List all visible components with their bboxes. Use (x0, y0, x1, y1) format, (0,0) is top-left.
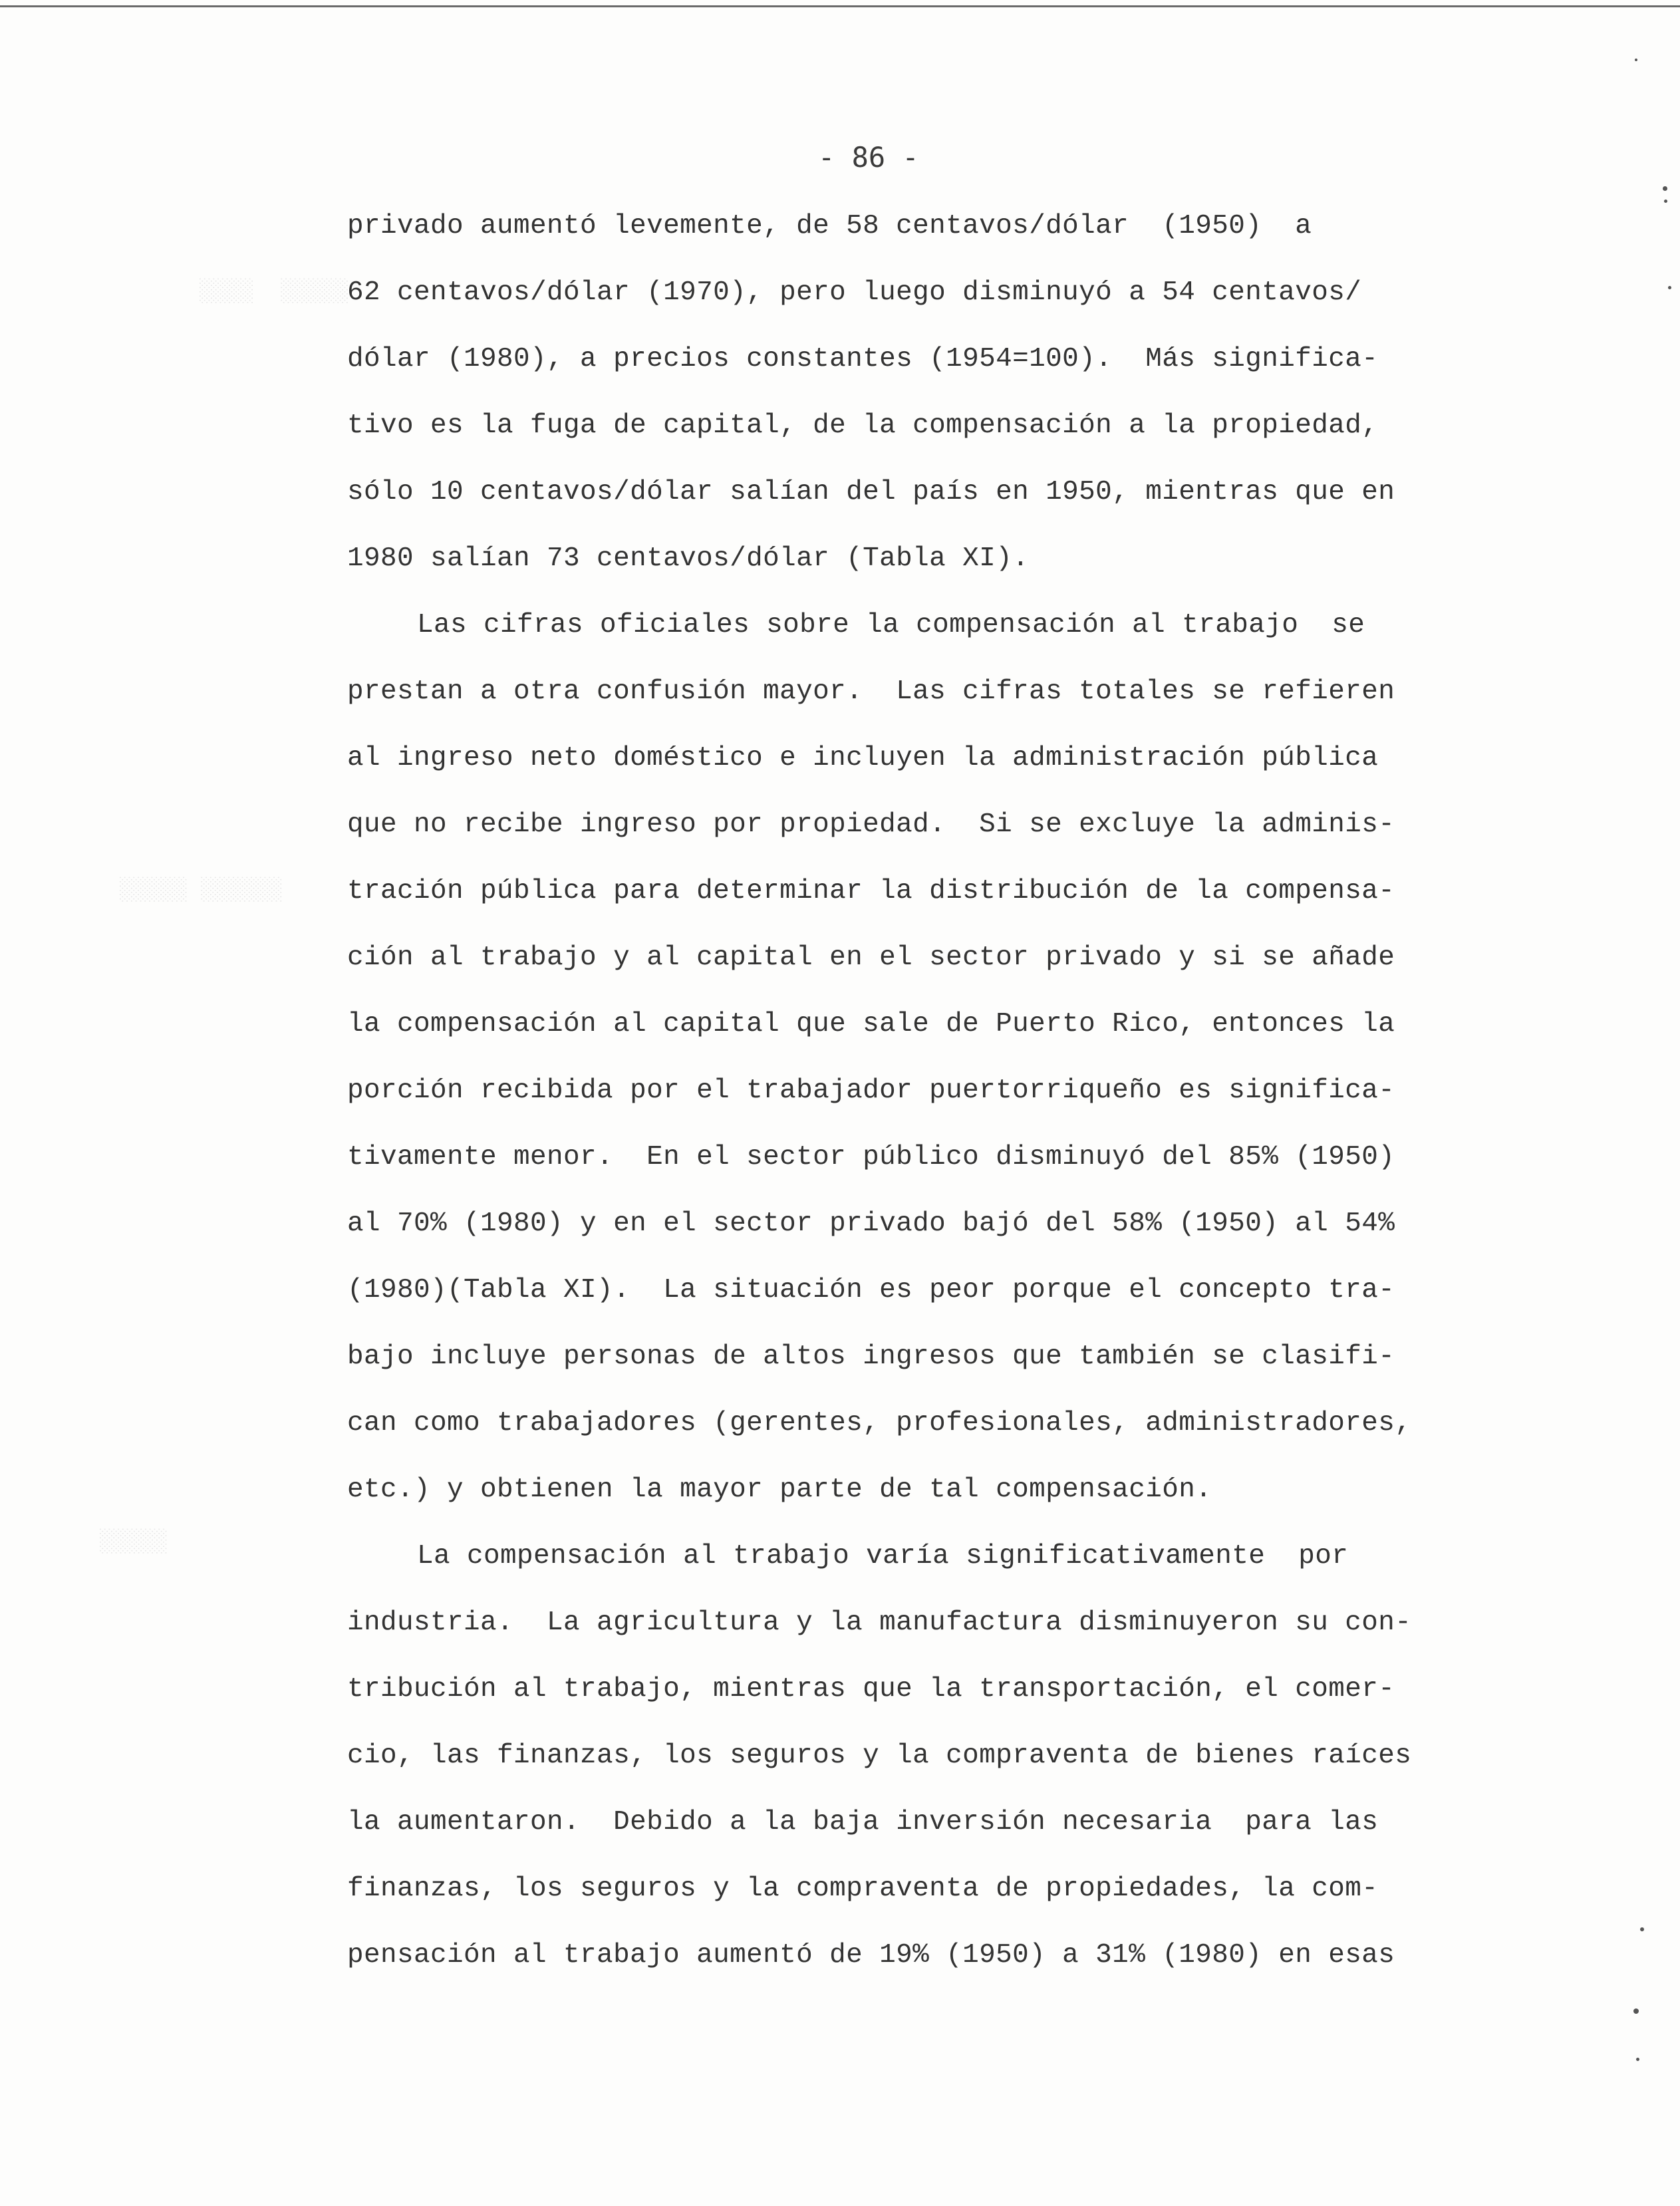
text-line: tración pública para determinar la distribución de la compensa- (347, 876, 1395, 906)
text-line: porción recibida por el trabajador puertorriqueño es significa- (347, 1075, 1395, 1106)
text-line: finanzas, los seguros y la compraventa de propiedades, la com- (347, 1873, 1379, 1904)
text-line: la compensación al capital que sale de Puerto Rico, entonces la (347, 1009, 1395, 1039)
text-line: la aumentaron. Debido a la baja inversión necesaria para las (347, 1807, 1379, 1838)
bleed-through-shadow: ░░░░░ (100, 1530, 168, 1555)
text-line: que no recibe ingreso por propiedad. Si se excluye la adminis- (347, 809, 1395, 840)
page-top-edge (0, 5, 1680, 7)
bleed-through-shadow: ░░░░ ░░░░░ (200, 279, 349, 305)
paragraph (347, 205, 1544, 604)
scan-speck (1640, 1927, 1644, 1931)
scan-speck (1635, 59, 1637, 61)
text-line: prestan a otra confusión mayor. Las cifras totales se refieren (347, 676, 1395, 707)
scan-speck (1668, 286, 1671, 289)
text-line: La compensación al trabajo varía significativamente por (417, 1541, 1349, 1572)
paragraph (347, 604, 1544, 1535)
text-line: pensación al trabajo aumentó de 19% (1950) a 31% (1980) en esas (347, 1940, 1395, 1971)
text-line: sólo 10 centavos/dólar salían del país en 1950, mientras que en (347, 477, 1395, 507)
text-line: al ingreso neto doméstico e incluyen la administración pública (347, 743, 1379, 773)
text-line: dólar (1980), a precios constantes (1954=100). Más significa- (347, 344, 1379, 374)
paragraph (347, 1535, 1544, 2000)
text-line: (1980)(Tabla XI). La situación es peor porque el concepto tra- (347, 1275, 1395, 1306)
scan-speck (1663, 186, 1667, 191)
text-line: 62 centavos/dólar (1970), pero luego disminuyó a 54 centavos/ (347, 277, 1362, 308)
bleed-through-shadow: ░░░░░ ░░░░░░ (120, 878, 283, 903)
text-line: industria. La agricultura y la manufactura disminuyeron su con- (347, 1607, 1412, 1638)
scan-speck (1664, 200, 1667, 203)
text-line: can como trabajadores (gerentes, profesionales, administradores, (347, 1408, 1412, 1439)
text-line: 1980 salían 73 centavos/dólar (Tabla XI). (347, 543, 1030, 574)
text-line: privado aumentó levemente, de 58 centavos/dólar (1950) a (347, 211, 1312, 241)
text-line: bajo incluye personas de altos ingresos que también se clasifi- (347, 1341, 1395, 1372)
text-line: ción al trabajo y al capital en el sector privado y si se añade (347, 942, 1395, 973)
scan-speck (1633, 2008, 1639, 2014)
text-line: cio, las finanzas, los seguros y la compraventa de bienes raíces (347, 1740, 1412, 1771)
text-line: tribución al trabajo, mientras que la transportación, el comer- (347, 1674, 1395, 1705)
text-line: tivamente menor. En el sector público disminuyó del 85% (1950) (347, 1142, 1395, 1172)
page-number: - 86 - (818, 141, 919, 174)
text-line: al 70% (1980) y en el sector privado bajó del 58% (1950) al 54% (347, 1208, 1395, 1239)
scan-speck (1636, 2058, 1639, 2061)
text-line: Las cifras oficiales sobre la compensación al trabajo se (417, 610, 1365, 640)
body-text (347, 205, 1544, 2000)
text-line: etc.) y obtienen la mayor parte de tal compensación. (347, 1474, 1212, 1505)
text-line: tivo es la fuga de capital, de la compensación a la propiedad, (347, 410, 1379, 441)
